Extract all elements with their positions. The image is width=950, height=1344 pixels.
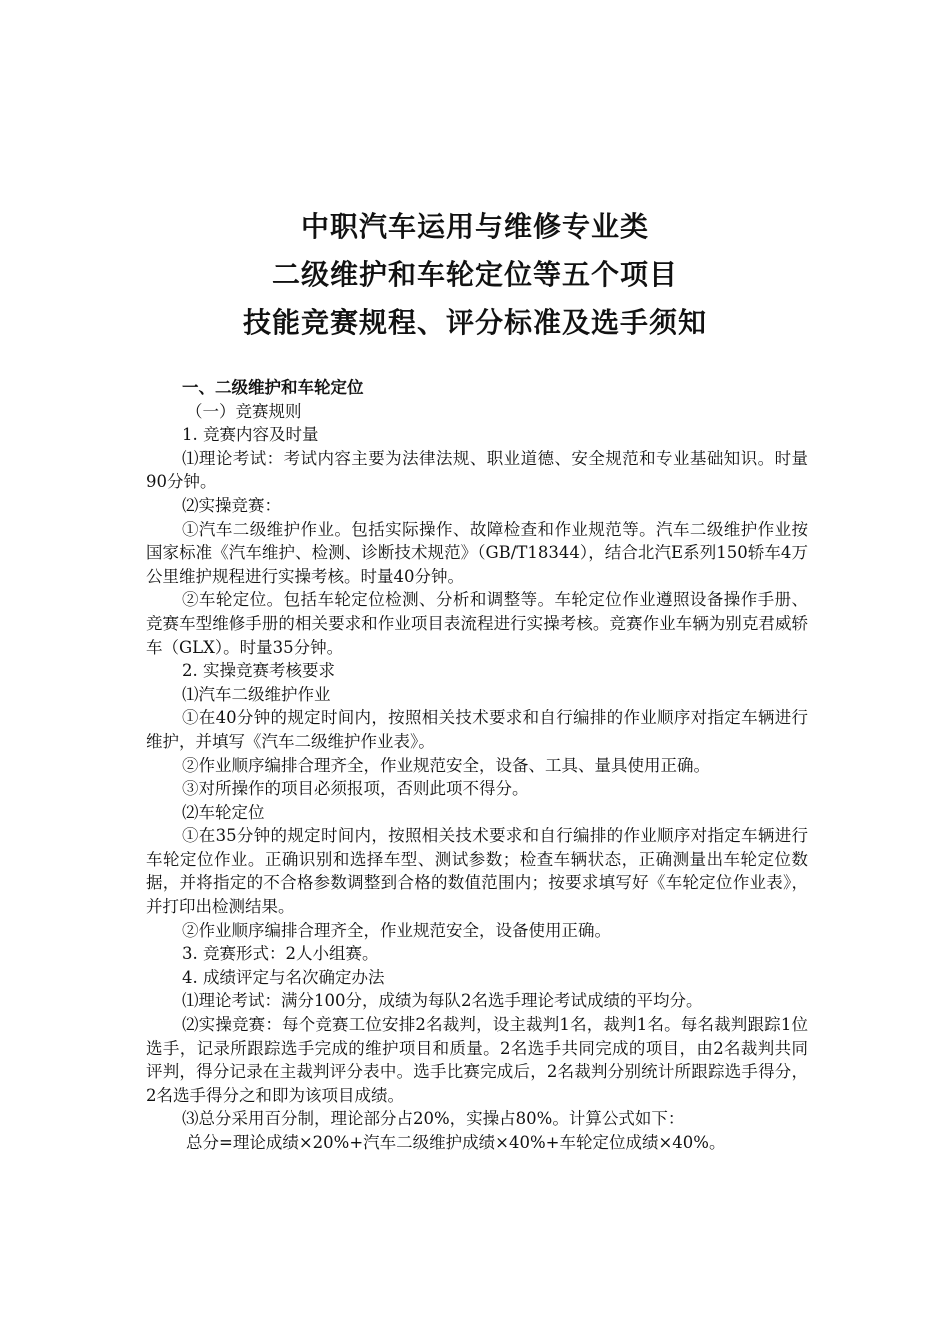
- paragraph: ②作业顺序编排合理齐全，作业规范安全，设备、工具、量具使用正确。: [182, 755, 710, 775]
- paragraph: ①汽车二级维护作业。包括实际操作、故障检查和作业规范等。汽车二级维护作业按国家标准《汽车维护、检测、诊断技术规范》（GB/T18344），结合北汽E系列150轿车4万公里维护规程进行实操考核。时量40分钟。: [146, 519, 808, 586]
- paragraph: ③对所操作的项目必须报项，否则此项不得分。: [182, 779, 529, 799]
- item-heading: 4. 成绩评定与名次确定办法: [182, 967, 385, 987]
- paragraph: ⑵实操竞赛：: [182, 495, 281, 515]
- section-heading: 一、二级维护和车轮定位: [182, 378, 364, 397]
- title-line-2: 二级维护和车轮定位等五个项目: [271, 258, 678, 291]
- subsection-heading: （一）竞赛规则: [186, 401, 302, 421]
- formula-line: 总分=理论成绩×20%+汽车二级维护成绩×40%+车轮定位成绩×40%。: [186, 1133, 726, 1152]
- paragraph: ⑴理论考试：满分100分，成绩为每队2名选手理论考试成绩的平均分。: [182, 991, 703, 1011]
- item-heading: 2. 实操竞赛考核要求: [182, 661, 335, 681]
- paragraph: ①在35分钟的规定时间内，按照相关技术要求和自行编排的作业顺序对指定车辆进行车轮定位作业。正确识别和选择车型、测试参数；检查车辆状态，正确测量出车轮定位数据，并将指定的不合格参数调整到合格的数值范围内；按要求填写好《车轮定位作业表》，并打印出检测结果。: [146, 826, 808, 917]
- paragraph: ⑴汽车二级维护作业: [182, 684, 331, 704]
- paragraph: ⑴理论考试：考试内容主要为法律法规、职业道德、安全规范和专业基础知识。时量90分钟。: [146, 448, 808, 492]
- item-heading: 1. 竞赛内容及时量: [182, 425, 319, 445]
- document-body: [146, 376, 808, 1155]
- title-line-1: 中职汽车运用与维修专业类: [300, 210, 649, 243]
- paragraph: ②车轮定位。包括车轮定位检测、分析和调整等。车轮定位作业遵照设备操作手册、竞赛车型维修手册的相关要求和作业项目表流程进行实操考核。竞赛作业车辆为别克君威轿车（GLX）。时量35分钟。: [146, 590, 808, 657]
- document-title: [0, 203, 950, 347]
- title-line-3: 技能竞赛规程、评分标准及选手须知: [242, 306, 707, 339]
- paragraph: ⑵车轮定位: [182, 802, 265, 822]
- paragraph: ①在40分钟的规定时间内，按照相关技术要求和自行编排的作业顺序对指定车辆进行维护，并填写《汽车二级维护作业表》。: [146, 708, 808, 751]
- paragraph: ⑶总分采用百分制，理论部分占20%，实操占80%。计算公式如下：: [182, 1109, 685, 1129]
- paragraph: ⑵实操竞赛：每个竞赛工位安排2名裁判，设主裁判1名，裁判1名。每名裁判跟踪1位选手，记录所跟踪选手完成的维护项目和质量。2名选手共同完成的项目，由2名裁判共同评判，得分记录在主裁判评分表中。选手比赛完成后，2名裁判分别统计所跟踪选手得分，2名选手得分之和即为该项目成绩。: [146, 1015, 808, 1105]
- paragraph: ②作业顺序编排合理齐全，作业规范安全，设备使用正确。: [182, 920, 611, 940]
- item-heading: 3. 竞赛形式：2人小组赛。: [182, 944, 379, 964]
